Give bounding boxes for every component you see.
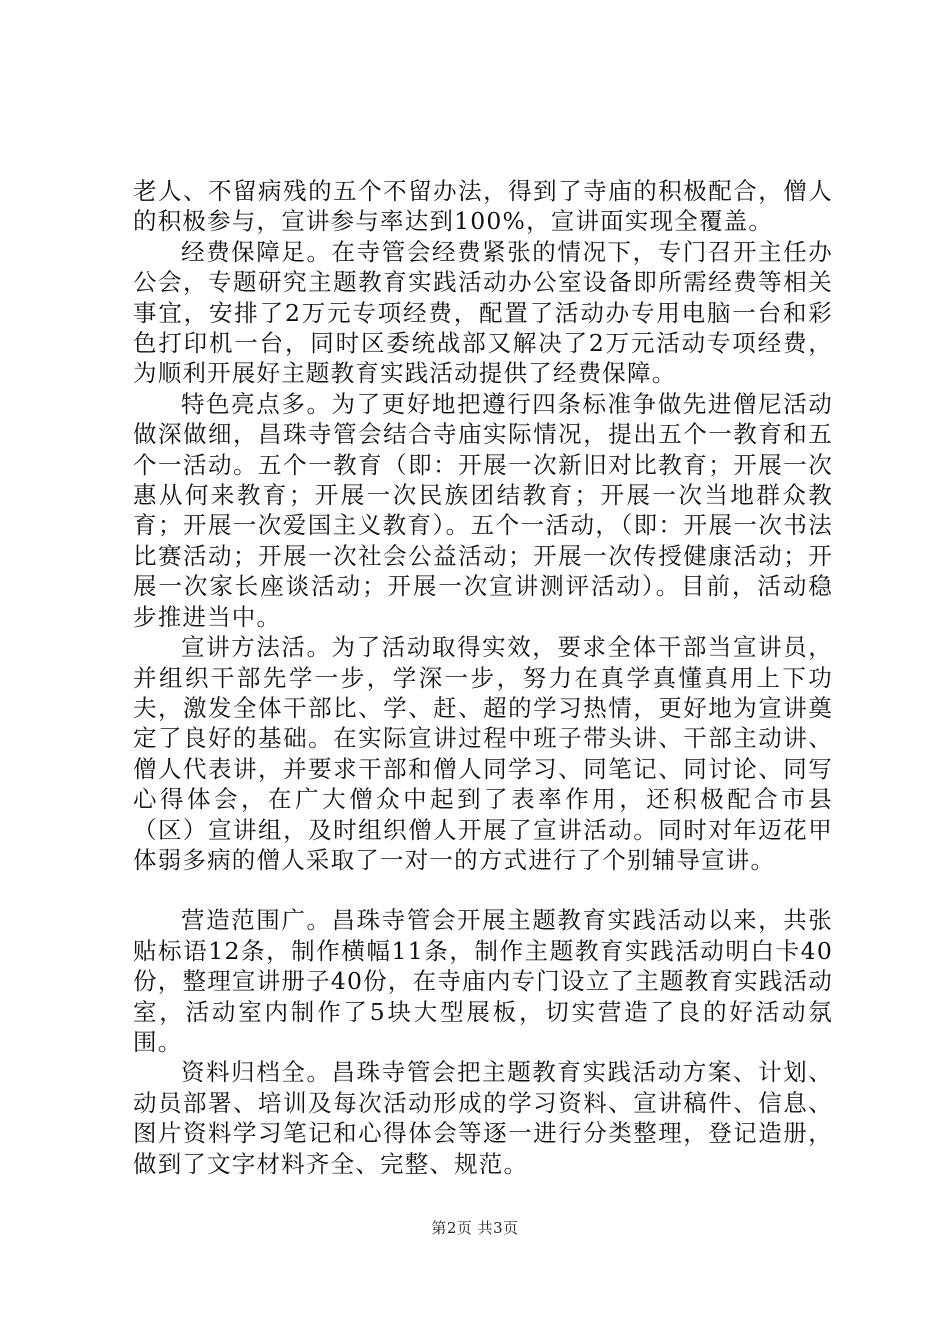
paragraph-archiving: 资料归档全。昌珠寺管会把主题教育实践活动方案、计划、动员部署、培训及每次活动形成的学习资料、宣讲稿件、信息、图片资料学习笔记和心得体会等逐一进行分类整理，登记造册，做到了文字材料齐全、完整、规范。 <box>133 1058 833 1178</box>
paragraph-continuation: 老人、不留病残的五个不留办法，得到了寺庙的积极配合，僧人的积极参与，宣讲参与率达到100%，宣讲面实现全覆盖。 <box>133 177 833 236</box>
document-body <box>133 176 833 1179</box>
paragraph-atmosphere: 营造范围广。昌珠寺管会开展主题教育实践活动以来，共张贴标语12条，制作横幅11条，制作主题教育实践活动明白卡40份，整理宣讲册子40份，在寺庙内专门设立了主题教育实践活动室，活动室内制作了5块大型展板，切实营造了良的好活动氛围。 <box>133 906 833 1056</box>
paragraph-funding: 经费保障足。在寺管会经费紧张的情况下，专门召开主任办公会，专题研究主题教育实践活动办公室设备即所需经费等相关事宜，安排了2万元专项经费，配置了活动办专用电脑一台和彩色打印机一台，同时区委统战部又解决了2万元活动专项经费，为顺利开展好主题教育实践活动提供了经费保障。 <box>133 237 833 388</box>
paragraph-methods: 宣讲方法活。为了活动取得实效，要求全体干部当宣讲员，并组织干部先学一步，学深一步，努力在真学真懂真用上下功夫，激发全体干部比、学、赶、超的学习热情，更好地为宣讲奠定了良好的基础。在实际宣讲过程中班子带头讲、干部主动讲、僧人代表讲，并要求干部和僧人同学习、同笔记、同讨论、同写心得体会，在广大僧众中起到了表率作用，还积极配合市县（区）宣讲组，及时组织僧人开展了宣讲活动。同时对年迈花甲体弱多病的僧人采取了一对一的方式进行了个别辅导宣讲。 <box>133 633 833 874</box>
page-number: 第2页 共3页 <box>431 1219 519 1237</box>
paragraph-highlights: 特色亮点多。为了更好地把遵行四条标准争做先进僧尼活动做深做细，昌珠寺管会结合寺庙实际情况，提出五个一教育和五个一活动。五个一教育（即：开展一次新旧对比教育；开展一次惠从何来教育；开展一次民族团结教育；开展一次当地群众教育；开展一次爱国主义教育）。五个一活动，（即：开展一次书法比赛活动；开展一次社会公益活动；开展一次传授健康活动；开展一次家长座谈活动；开展一次宣讲测评活动）。目前，活动稳步推进当中。 <box>133 389 833 631</box>
